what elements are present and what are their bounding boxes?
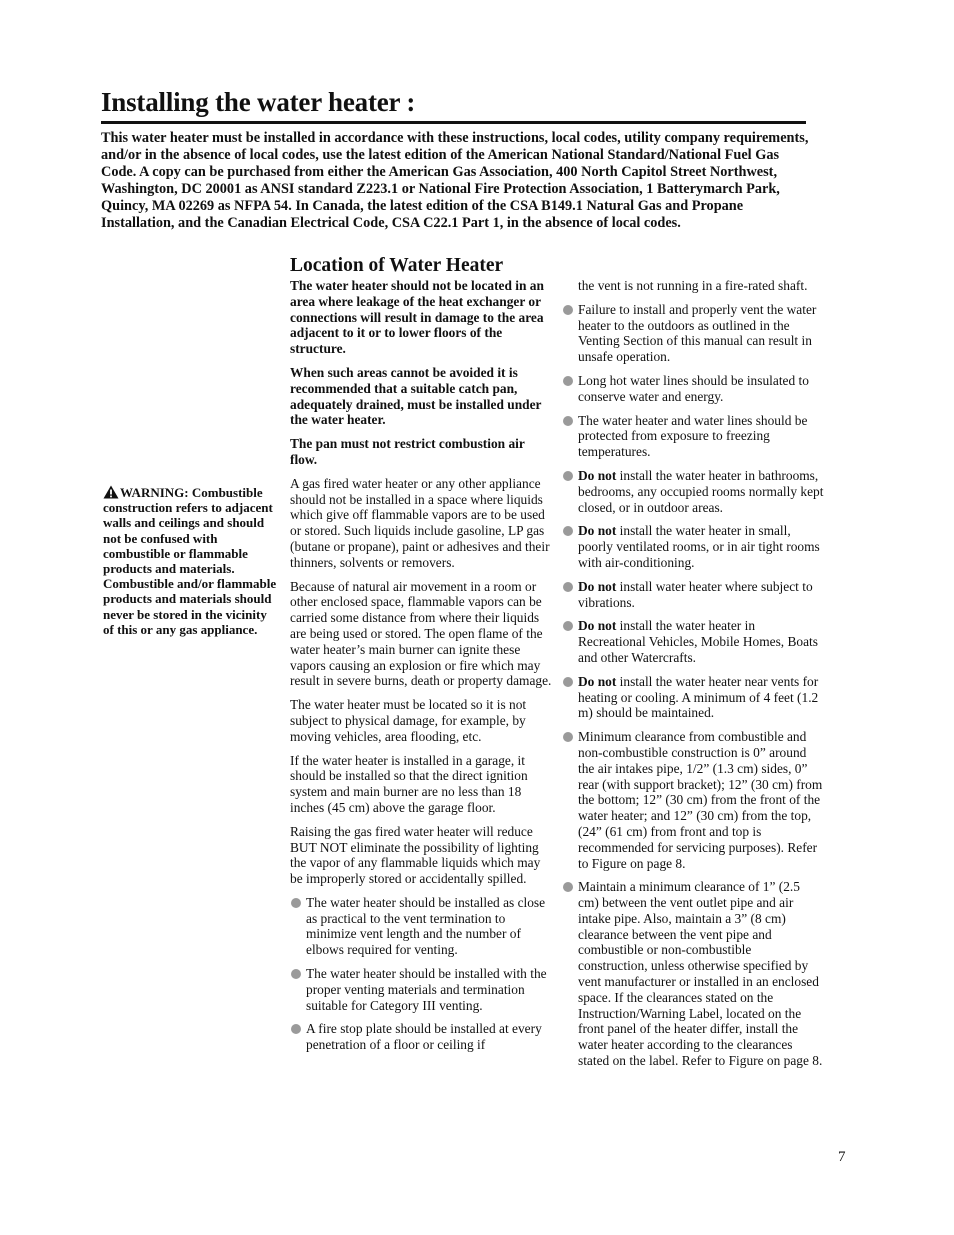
bold-paragraph: The pan must not restrict combustion air flow. <box>290 436 525 467</box>
bullet-text: The water heater should be installed with the proper venting materials and termination suitable for Category III venting. <box>306 966 547 1013</box>
bullet-item <box>562 413 824 460</box>
bullet-item <box>562 879 824 1069</box>
bullet-item <box>562 373 824 405</box>
warning-triangle-icon <box>103 485 119 499</box>
bullet-lead: Do not <box>578 618 617 634</box>
bullet-lead: Do not <box>578 467 617 483</box>
bullet-dot-icon <box>563 677 573 687</box>
bullet-dot-icon <box>563 305 573 315</box>
bullet-item <box>290 1021 552 1053</box>
bullet-item <box>562 523 824 570</box>
bullet-lead: Do not <box>578 673 617 689</box>
bullet-text: Long hot water lines should be insulated to conserve water and energy. <box>578 372 809 404</box>
right-column <box>562 278 824 1077</box>
middle-column <box>290 278 552 1061</box>
warning-note <box>103 485 278 637</box>
bullet-item <box>562 618 824 665</box>
bullet-dot-icon <box>563 376 573 386</box>
bullet-dot-icon <box>563 732 573 742</box>
body-paragraph: A gas fired water heater or any other appliance should not be installed in a space where liquids which give off flammable vapors are to be used or stored. Such liquids include gasoline, LP gas (butane or propane), paint or adhesives and their thinners, solvents or removers. <box>290 475 550 570</box>
title-divider <box>101 121 806 124</box>
bullet-continuation <box>562 278 824 294</box>
bullet-dot-icon <box>563 882 573 892</box>
bullet-dot-icon <box>291 898 301 908</box>
bullet-item <box>290 966 552 1013</box>
bold-paragraph: When such areas cannot be avoided it is recommended that a suitable catch pan, adequately drained, must be installed under the water heater. <box>290 364 542 428</box>
body-paragraph: Because of natural air movement in a room or other enclosed space, flammable vapors can be carried some distance from where their liquids are being used or stored. The open flame of the water heater’s main burner can ignite these vapors causing an explosion or fire which may result in severe burns, death or property damage. <box>290 578 552 689</box>
continuation-text: the vent is not running in a fire-rated shaft. <box>578 278 808 293</box>
bullet-item <box>562 302 824 365</box>
intro-paragraph: This water heater must be installed in accordance with these instructions, local codes, utility company requirements, and/or in the absence of local codes, use the latest edition of the American National Standard/National Fuel Gas Code. A copy can be purchased from either the American Gas Association, 400 North Capitol Street Northwest, Washington, DC 20001 as ANSI standard Z223.1 or National Fire Protection Association, 1 Batterymarch Park, Quincy, MA 02269 as NFPA 54. In Canada, the latest edition of the CSA B149.1 Natural Gas and Propane Installation, and the Canadian Electrical Code, CSA C22.1 Part 1, in the absence of local codes. <box>101 130 809 231</box>
bullet-item <box>562 674 824 721</box>
bullet-lead: Do not <box>578 523 617 539</box>
bullet-dot-icon <box>291 969 301 979</box>
bullet-item <box>290 895 552 958</box>
bullet-text: Minimum clearance from combustible and non-combustible construction is 0” around the air intakes pipe, 1/2” (1.3 cm) sides, 0” rear (with support bracket); 12” (30 cm) from the bottom; 12” (30 cm) from the front of the water heater; and 12” (30 cm) from the top, (24” (61 cm) from front and top is recommended for servicing purposes). Refer to Figure on page 8. <box>578 729 823 871</box>
body-paragraph: Raising the gas fired water heater will reduce BUT NOT eliminate the possibility of lighting the vapor of any flammable liquids which may be improperly stored or accidentally spilled. <box>290 823 541 887</box>
bullet-item <box>562 579 824 611</box>
bullet-dot-icon <box>563 416 573 426</box>
bullet-text: install the water heater in bathrooms, bedrooms, any occupied rooms normally kept closed, or in outdoor areas. <box>578 467 824 515</box>
page-title: Installing the water heater : <box>101 87 416 117</box>
warning-text: WARNING: Combustible construction refers to adjacent walls and ceilings and should not be confused with combustible or flammable products and materials. Combustible and/or flammable products and materials should never be stored in the vicinity of this or any gas appliance. <box>103 485 277 637</box>
body-paragraph: If the water heater is installed in a garage, it should be installed so that the direct ignition system and main burner are no less than 18 inches (45 cm) above the garage floor. <box>290 752 528 815</box>
bullet-text: Maintain a minimum clearance of 1” (2.5 cm) between the vent outlet pipe and air intake pipe. Also, maintain a 3” (8 cm) clearance between the vent pipe and combustible or non-combustible construction, unless otherwise specified by vent manufacturer or installed in an enclosed space. If the clearances stated on the Instruction/Warning Label, located on the front panel of the heater differ, install the water heater according to the clearances stated on the label. Refer to Figure on page 8. <box>578 879 823 1069</box>
bullet-text: Failure to install and properly vent the water heater to the outdoors as outlined in the Venting Section of this manual can result in unsafe operation. <box>578 301 817 365</box>
bullet-text: install the water heater near vents for heating or cooling. A minimum of 4 feet (1.2 m) should be maintained. <box>578 673 819 721</box>
bullet-dot-icon <box>563 526 573 536</box>
bold-paragraph: The water heater should not be located in an area where leakage of the heat exchanger or connections will result in damage to the area adjacent to it or to lower floors of the structure. <box>290 278 544 357</box>
bullet-lead: Do not <box>578 578 617 594</box>
bullet-text: A fire stop plate should be installed at every penetration of a floor or ceiling if <box>306 1021 542 1053</box>
bullet-dot-icon <box>563 471 573 481</box>
bullet-text: install the water heater in Recreational Vehicles, Mobile Homes, Boats and other Watercrafts. <box>578 618 818 665</box>
bullet-text: install the water heater in small, poorly ventilated rooms, or in air tight rooms with air-conditioning. <box>578 523 820 570</box>
bullet-text: The water heater and water lines should be protected from exposure to freezing temperatures. <box>578 412 808 460</box>
bullet-dot-icon <box>563 582 573 592</box>
bullet-item <box>562 729 824 871</box>
bullet-text: install water heater where subject to vibrations. <box>578 578 813 610</box>
bullet-dot-icon <box>291 1024 301 1034</box>
bullet-text: The water heater should be installed as close as practical to the vent termination to minimize vent length and the number of elbows required for venting. <box>306 894 546 958</box>
location-heading: Location of Water Heater <box>290 255 504 276</box>
bullet-item <box>562 468 824 515</box>
bullet-dot-icon <box>563 621 573 631</box>
body-paragraph: The water heater must be located so it is not subject to physical damage, for example, by moving vehicles, area flooding, etc. <box>290 697 527 744</box>
page-number: 7 <box>838 1149 846 1165</box>
